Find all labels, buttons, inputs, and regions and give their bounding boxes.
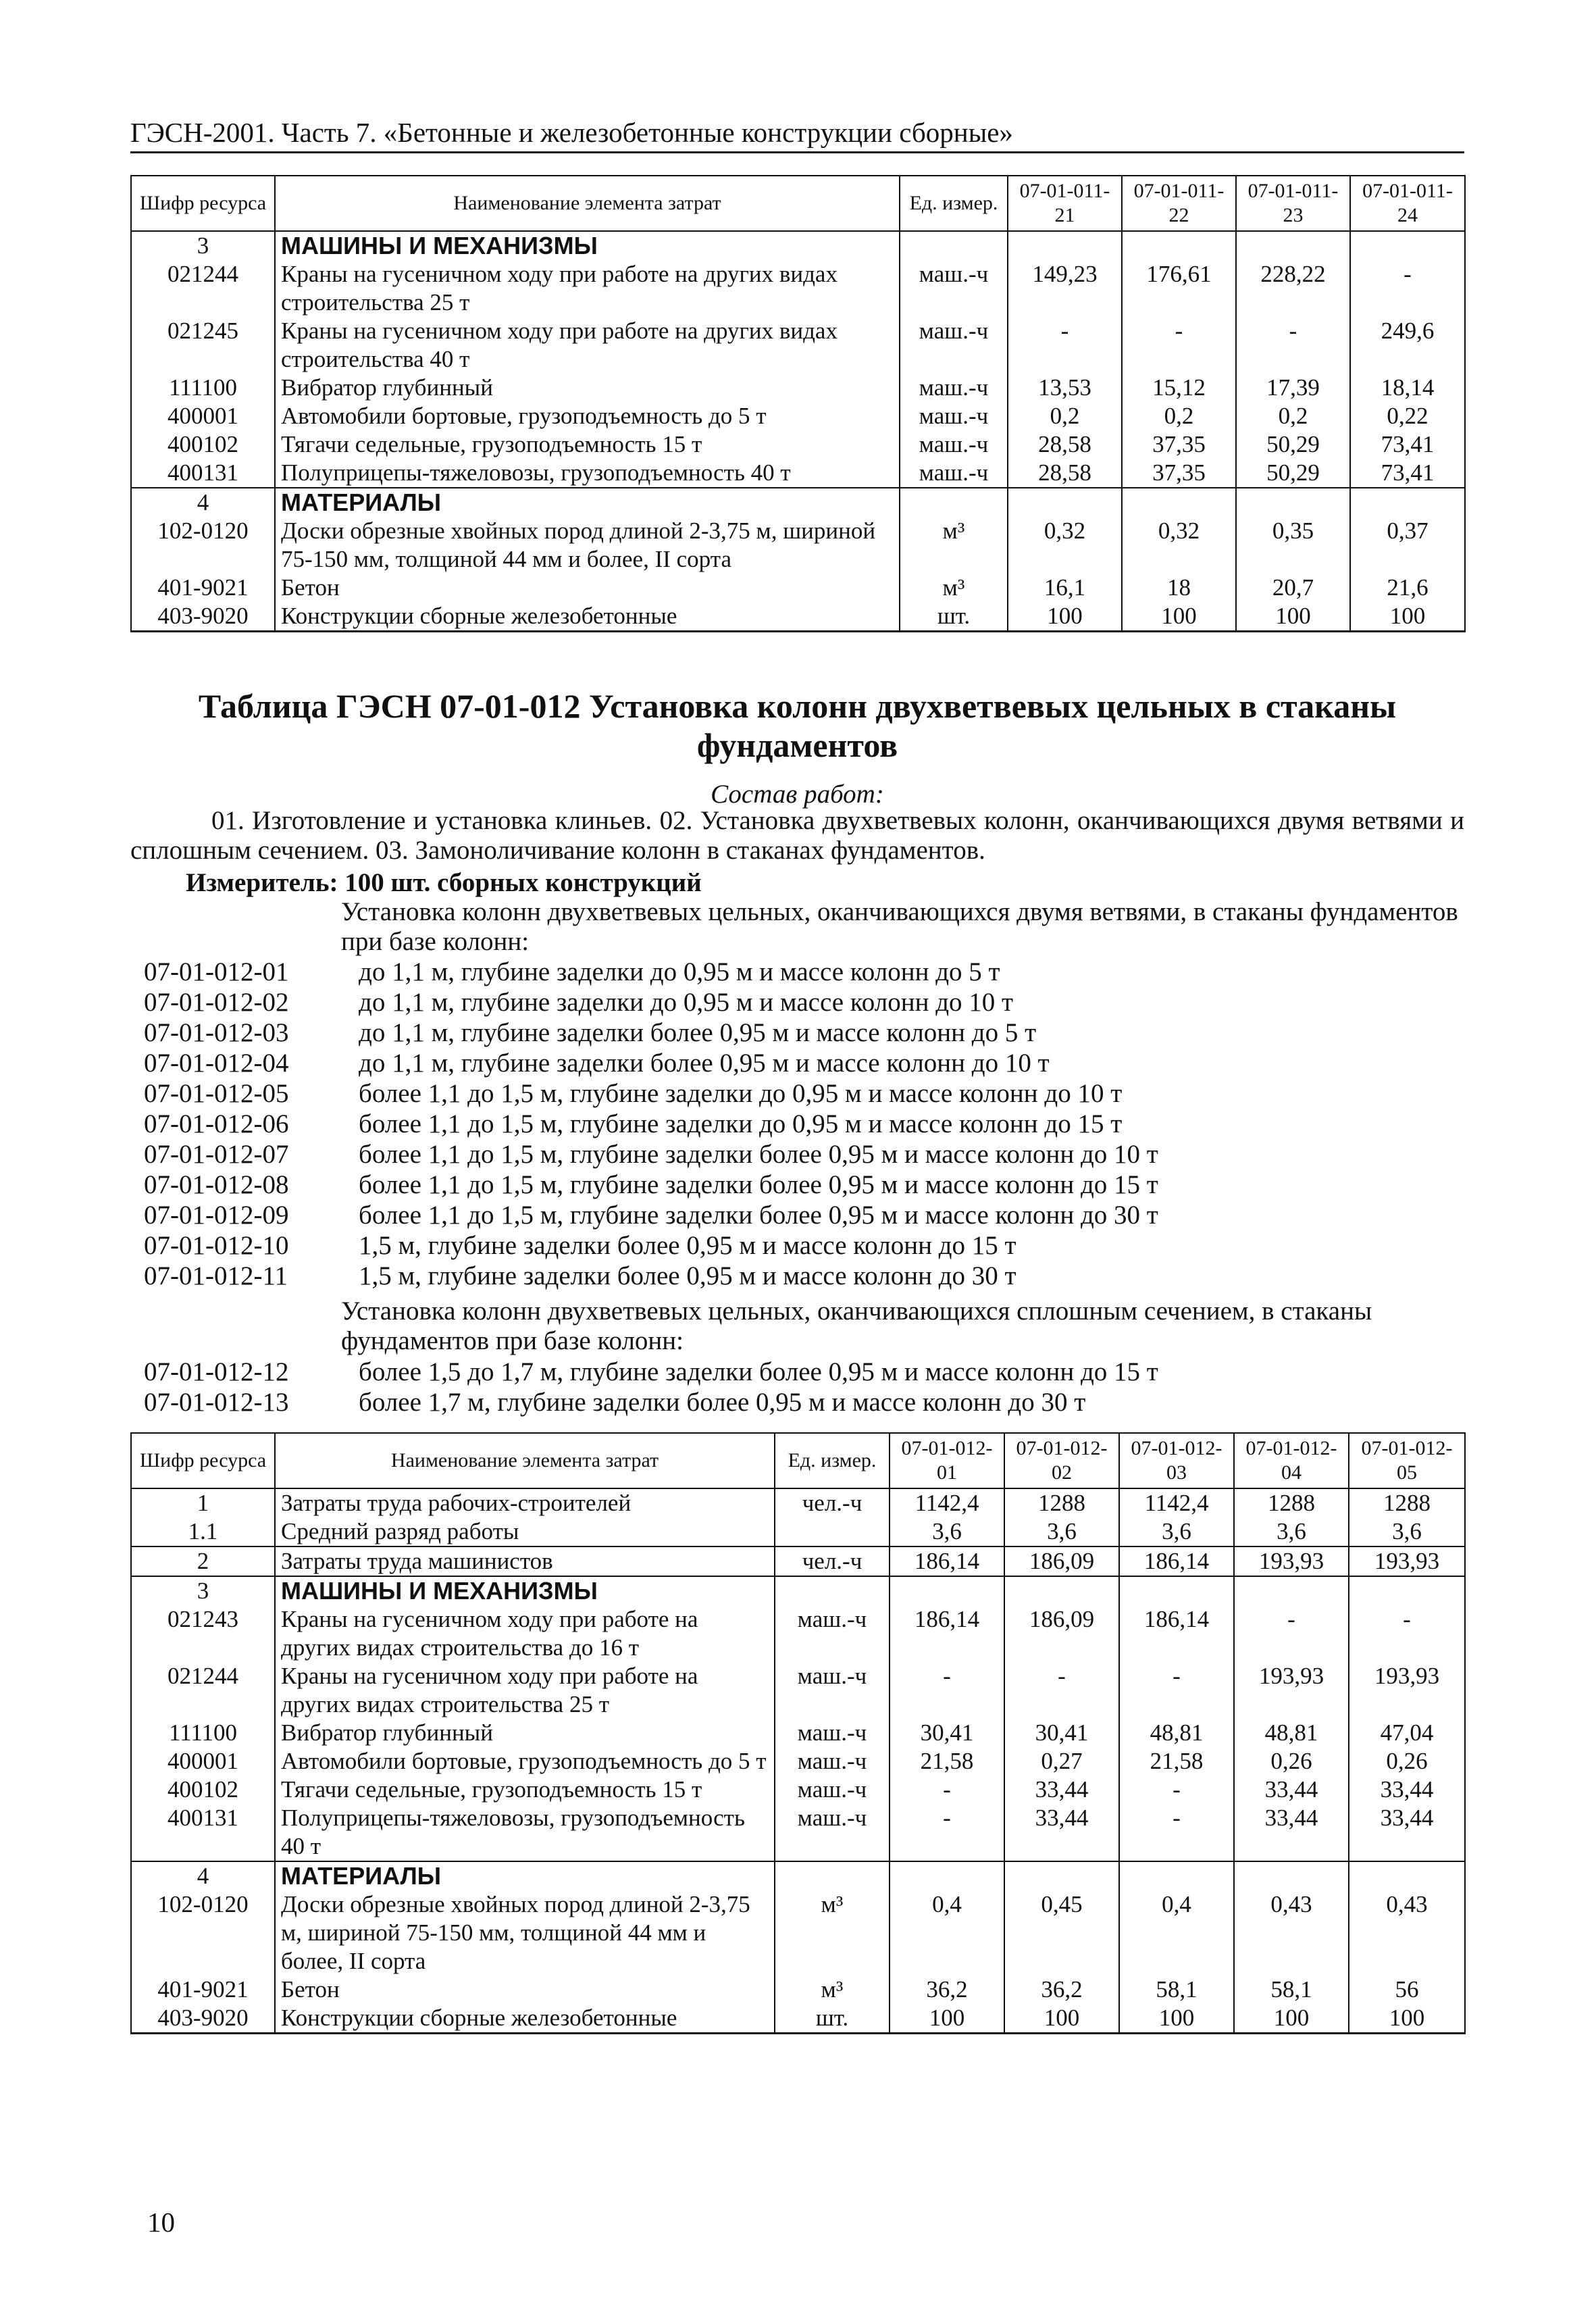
table-row [131,1488,1465,1517]
norm-list-item [144,1261,1468,1291]
col-header-code: Шифр ресурса [131,176,275,231]
resource-name-cell: Бетон [275,1976,775,2004]
norm-value-cell: 18,14 [1350,374,1465,402]
norm-value-cell: 1288 [1349,1488,1465,1517]
norm-value-cell: 100 [1004,2004,1119,2034]
norm-value-cell [1008,231,1122,260]
table-row [131,1576,1465,1605]
unit-cell: маш.-ч [900,430,1008,459]
norm-value-cell [1349,1576,1465,1605]
norm-value-cell: 3,6 [1234,1517,1349,1546]
resource-code-cell: 403-9020 [131,602,275,632]
work-composition-label: Состав работ: [711,780,884,809]
col-header-norm: 07-01-011-23 [1236,176,1350,231]
norm-code: 07-01-012-13 [144,1388,289,1417]
norm-description: более 1,1 до 1,5 м, глубине заделки более 0,95 м и массе колонн до 15 т [359,1170,1158,1199]
norm-value-cell [1119,1861,1234,1890]
norm-value-cell: 21,58 [1119,1747,1234,1776]
table-title-line: Таблица ГЭСН 07-01-012 Установка колонн двухветвевых цельных в стаканы [198,687,1397,725]
section-heading-cell: МАТЕРИАЛЫ [275,1861,775,1890]
norm-value-cell: 100 [1119,2004,1234,2034]
norm-value-cell: 0,26 [1349,1747,1465,1776]
norm-value-cell: 33,44 [1234,1776,1349,1804]
resource-code-cell: 400102 [131,1776,275,1804]
norm-value-cell [1119,1576,1234,1605]
norm-value-cell: 0,32 [1122,517,1236,574]
table-row [131,231,1465,260]
norm-value-cell: 3,6 [1349,1517,1465,1546]
norm-description: более 1,5 до 1,7 м, глубине заделки более 0,95 м и массе колонн до 15 т [359,1357,1158,1386]
norm-value-cell: 100 [1234,2004,1349,2034]
norm-code: 07-01-012-05 [144,1079,289,1108]
table-row [131,574,1465,602]
unit-cell [900,231,1008,260]
norm-value-cell: 37,35 [1122,459,1236,488]
norm-code: 07-01-012-08 [144,1170,289,1199]
norm-value-cell: 50,29 [1236,459,1350,488]
resource-name-cell: Вибратор глубинный [275,1719,775,1747]
resource-code-cell: 1.1 [131,1517,275,1546]
norm-value-cell: - [1004,1662,1119,1719]
norm-value-cell [890,1861,1004,1890]
norm-value-cell: 0,37 [1350,517,1465,574]
norm-value-cell: 0,32 [1008,517,1122,574]
resource-name-cell: Краны на гусеничном ходу при работе на других видах строительства 40 т [275,317,900,374]
norm-value-cell: 21,6 [1350,574,1465,602]
norm-code: 07-01-012-07 [144,1140,289,1169]
col-header-unit: Ед. измер. [775,1433,890,1488]
norm-value-cell: 100 [1008,602,1122,632]
norm-value-cell: - [890,1804,1004,1861]
norm-list-item [144,1169,1468,1200]
norm-code-list [144,1357,1468,1417]
table-header-row [131,1433,1465,1488]
table-row [131,1804,1465,1861]
resource-name-cell: Краны на гусеничном ходу при работе на других видах строительства до 16 т [275,1605,775,1662]
norm-code: 07-01-012-02 [144,988,289,1017]
resource-code-cell: 401-9021 [131,1976,275,2004]
page-number: 10 [147,2207,175,2238]
unit-cell: маш.-ч [775,1719,890,1747]
resource-name-cell: Конструкции сборные железобетонные [275,2004,775,2034]
norm-value-cell [1350,488,1465,517]
norm-list-item [144,987,1468,1017]
unit-cell: м³ [900,517,1008,574]
norm-description: более 1,1 до 1,5 м, глубине заделки более 0,95 м и массе колонн до 10 т [359,1140,1158,1169]
col-header-norm: 07-01-011-24 [1350,176,1465,231]
table-row [131,517,1465,574]
norm-value-cell: 33,44 [1349,1804,1465,1861]
norm-value-cell: 0,22 [1350,402,1465,430]
resource-name-cell: Полуприцепы-тяжеловозы, грузоподъемность 40 т [275,1804,775,1861]
norm-value-cell: - [890,1662,1004,1719]
norm-description: более 1,1 до 1,5 м, глубине заделки до 0,95 м и массе колонн до 10 т [359,1079,1123,1108]
norm-value-cell [1008,488,1122,517]
norm-list-item [144,1357,1468,1387]
resource-code-cell: 400102 [131,430,275,459]
norm-value-cell: 0,45 [1004,1890,1119,1976]
resource-name-cell: Тягачи седельные, грузоподъемность 15 т [275,1776,775,1804]
resource-name-cell: Полуприцепы-тяжеловозы, грузоподъемность 40 т [275,459,900,488]
norm-value-cell: 100 [1122,602,1236,632]
norm-value-cell: 50,29 [1236,430,1350,459]
unit-cell: маш.-ч [775,1804,890,1861]
resource-code-cell: 403-9020 [131,2004,275,2034]
norm-value-cell: 0,4 [1119,1890,1234,1976]
norm-value-cell [1350,231,1465,260]
norm-value-cell: 186,14 [1119,1605,1234,1662]
unit-cell: маш.-ч [775,1747,890,1776]
resource-code-cell: 400131 [131,1804,275,1861]
norm-value-cell: 0,43 [1349,1890,1465,1976]
norm-value-cell: - [1236,317,1350,374]
norm-description: более 1,1 до 1,5 м, глубине заделки до 0,95 м и массе колонн до 15 т [359,1109,1123,1138]
norm-list-item [144,1048,1468,1078]
table-row [131,317,1465,374]
table-row [131,430,1465,459]
table-title [130,686,1464,765]
norm-value-cell: 30,41 [1004,1719,1119,1747]
norm-value-cell: 100 [1236,602,1350,632]
norm-value-cell: 28,58 [1008,459,1122,488]
col-header-norm: 07-01-012-05 [1349,1433,1465,1488]
unit-cell: маш.-ч [900,402,1008,430]
unit-cell: маш.-ч [900,374,1008,402]
subsection-intro: Установка колонн двухветвевых цельных, оканчивающихся двумя ветвями, в стаканы фундаментов при базе колонн: [341,897,1458,956]
resource-code-cell: 111100 [131,374,275,402]
table-row [131,374,1465,402]
norm-value-cell [1004,1576,1119,1605]
unit-cell: маш.-ч [900,260,1008,317]
norm-value-cell: 28,58 [1008,430,1122,459]
table-header-row [131,176,1465,231]
resource-code-cell: 102-0120 [131,517,275,574]
norm-value-cell: - [1119,1776,1234,1804]
resource-code-cell: 401-9021 [131,574,275,602]
table-row [131,1861,1465,1890]
unit-cell: шт. [775,2004,890,2034]
resource-code-cell: 4 [131,488,275,517]
norm-value-cell: 193,93 [1349,1546,1465,1576]
col-header-norm: 07-01-012-01 [890,1433,1004,1488]
norm-value-cell: 186,14 [890,1605,1004,1662]
table-row [131,602,1465,632]
unit-cell: маш.-ч [775,1662,890,1719]
norm-description: до 1,1 м, глубине заделки более 0,95 м и массе колонн до 5 т [359,1018,1037,1047]
section-heading-cell: МАШИНЫ И МЕХАНИЗМЫ [275,1576,775,1605]
resource-name-cell: Бетон [275,574,900,602]
norm-value-cell: 36,2 [1004,1976,1119,2004]
norm-list-item [144,1017,1468,1048]
unit-cell: м³ [775,1890,890,1976]
norm-value-cell: 3,6 [1119,1517,1234,1546]
norm-value-cell: - [1008,317,1122,374]
unit-cell: маш.-ч [775,1605,890,1662]
resource-name-cell: Вибратор глубинный [275,374,900,402]
norm-value-cell: 47,04 [1349,1719,1465,1747]
norm-value-cell: 15,12 [1122,374,1236,402]
norm-value-cell: 176,61 [1122,260,1236,317]
norm-value-cell: 193,93 [1234,1546,1349,1576]
norm-value-cell: 1288 [1004,1488,1119,1517]
norm-value-cell: 33,44 [1234,1804,1349,1861]
norm-description: до 1,1 м, глубине заделки до 0,95 м и массе колонн до 5 т [359,957,1000,986]
resource-code-cell: 3 [131,1576,275,1605]
resource-code-cell: 021244 [131,260,275,317]
norm-value-cell: 1288 [1234,1488,1349,1517]
norm-value-cell: 33,44 [1004,1776,1119,1804]
resource-code-cell: 400001 [131,1747,275,1776]
section-heading-cell: МАШИНЫ И МЕХАНИЗМЫ [275,231,900,260]
table-row [131,260,1465,317]
unit-cell: шт. [900,602,1008,632]
resource-name-cell: Автомобили бортовые, грузоподъемность до 5 т [275,402,900,430]
section-heading-cell: МАТЕРИАЛЫ [275,488,900,517]
measurement-unit: Измеритель: 100 шт. сборных конструкций [186,868,702,897]
unit-cell: маш.-ч [900,317,1008,374]
table-row [131,1719,1465,1747]
norm-value-cell: 249,6 [1350,317,1465,374]
resource-table-012 [130,1432,1466,2034]
norm-value-cell: - [1349,1605,1465,1662]
norm-value-cell: 100 [1349,2004,1465,2034]
norm-value-cell: 13,53 [1008,374,1122,402]
resource-name-cell: Краны на гусеничном ходу при работе на других видах строительства 25 т [275,1662,775,1719]
norm-value-cell: - [1122,317,1236,374]
resource-name-cell: Доски обрезные хвойных пород длиной 2-3,75 м, шириной 75-150 мм, толщиной 44 мм и более, II сорта [275,1890,775,1976]
norm-list-item [144,1200,1468,1230]
col-header-norm: 07-01-012-04 [1234,1433,1349,1488]
norm-value-cell: 0,4 [890,1890,1004,1976]
norm-value-cell: - [1234,1605,1349,1662]
norm-description: 1,5 м, глубине заделки более 0,95 м и массе колонн до 30 т [359,1261,1016,1290]
col-header-norm: 07-01-012-03 [1119,1433,1234,1488]
resource-code-cell: 1 [131,1488,275,1517]
norm-value-cell: 18 [1122,574,1236,602]
resource-code-cell: 111100 [131,1719,275,1747]
table-body [131,1488,1465,2034]
norm-code: 07-01-012-04 [144,1049,289,1078]
norm-value-cell [890,1576,1004,1605]
norm-value-cell: 186,14 [890,1546,1004,1576]
norm-value-cell: 0,26 [1234,1747,1349,1776]
norm-value-cell: 48,81 [1119,1719,1234,1747]
norm-value-cell: 58,1 [1234,1976,1349,2004]
norm-value-cell: 228,22 [1236,260,1350,317]
resource-name-cell: Затраты труда рабочих-строителей [275,1488,775,1517]
norm-value-cell: - [1350,260,1465,317]
norm-value-cell: 0,2 [1122,402,1236,430]
norm-value-cell [1122,231,1236,260]
norm-value-cell: - [1119,1662,1234,1719]
resource-code-cell: 021245 [131,317,275,374]
norm-value-cell: 17,39 [1236,374,1350,402]
norm-value-cell: 73,41 [1350,430,1465,459]
resource-code-cell: 3 [131,231,275,260]
norm-value-cell: 48,81 [1234,1719,1349,1747]
resource-table-011 [130,175,1466,632]
subsection-intro: Установка колонн двухветвевых цельных, оканчивающихся сплошным сечением, в стаканы фундаментов при базе колонн: [341,1297,1372,1355]
col-header-unit: Ед. измер. [900,176,1008,231]
unit-cell [900,488,1008,517]
table-row [131,1976,1465,2004]
resource-code-cell: 021243 [131,1605,275,1662]
resource-name-cell: Автомобили бортовые, грузоподъемность до 5 т [275,1747,775,1776]
resource-code-cell: 400001 [131,402,275,430]
table-row [131,1890,1465,1976]
unit-cell: чел.-ч [775,1546,890,1576]
resource-code-cell: 4 [131,1861,275,1890]
table-row [131,1662,1465,1719]
norm-value-cell: 0,2 [1236,402,1350,430]
norm-value-cell: 37,35 [1122,430,1236,459]
resource-name-cell: Краны на гусеничном ходу при работе на других видах строительства 25 т [275,260,900,317]
norm-value-cell: 1142,4 [890,1488,1004,1517]
table-row [131,1776,1465,1804]
norm-value-cell: 56 [1349,1976,1465,2004]
table-title-line: фундаментов [696,726,898,764]
resource-name-cell: Доски обрезные хвойных пород длиной 2-3,75 м, шириной 75-150 мм, толщиной 44 мм и более, II сорта [275,517,900,574]
norm-value-cell: 186,09 [1004,1546,1119,1576]
table-row [131,2004,1465,2034]
unit-cell [775,1861,890,1890]
resource-name-cell: Средний разряд работы [275,1517,775,1546]
norm-code: 07-01-012-01 [144,957,289,986]
norm-code: 07-01-012-12 [144,1357,289,1386]
table-row [131,402,1465,430]
unit-cell: маш.-ч [900,459,1008,488]
norm-value-cell: 33,44 [1349,1776,1465,1804]
work-composition-text: 01. Изготовление и установка клиньев. 02. Установка двухветвевых колонн, оканчивающихся двумя ветвями и сплошным сечением. 03. Замоноличивание колонн в стаканах фундаментов. [130,806,1464,865]
norm-value-cell: 36,2 [890,1976,1004,2004]
norm-description: до 1,1 м, глубине заделки до 0,95 м и массе колонн до 10 т [359,988,1014,1017]
norm-value-cell: - [1119,1804,1234,1861]
col-header-name: Наименование элемента затрат [275,1433,775,1488]
norm-value-cell: - [890,1776,1004,1804]
resource-name-cell: Конструкции сборные железобетонные [275,602,900,632]
norm-code: 07-01-012-10 [144,1231,289,1260]
norm-value-cell: 1142,4 [1119,1488,1234,1517]
norm-value-cell: 30,41 [890,1719,1004,1747]
table-row [131,459,1465,488]
unit-cell: маш.-ч [775,1776,890,1804]
norm-list-item [144,1139,1468,1169]
unit-cell [775,1576,890,1605]
norm-value-cell [1236,488,1350,517]
norm-value-cell: 193,93 [1349,1662,1465,1719]
table-row [131,1747,1465,1776]
col-header-norm: 07-01-012-02 [1004,1433,1119,1488]
running-header: ГЭСН-2001. Часть 7. «Бетонные и железобетонные конструкции сборные» [130,115,1464,153]
norm-value-cell [1004,1861,1119,1890]
norm-value-cell: 20,7 [1236,574,1350,602]
norm-value-cell [1234,1576,1349,1605]
norm-list-item [144,1387,1468,1417]
norm-code: 07-01-012-09 [144,1201,289,1230]
norm-list-item [144,1078,1468,1109]
col-header-name: Наименование элемента затрат [275,176,900,231]
unit-cell: м³ [900,574,1008,602]
norm-code-list [144,957,1468,1291]
resource-code-cell: 400131 [131,459,275,488]
norm-value-cell: 73,41 [1350,459,1465,488]
table-row [131,1546,1465,1576]
norm-value-cell: 0,43 [1234,1890,1349,1976]
norm-description: до 1,1 м, глубине заделки более 0,95 м и массе колонн до 10 т [359,1049,1050,1078]
norm-value-cell: 3,6 [1004,1517,1119,1546]
norm-value-cell: 0,35 [1236,517,1350,574]
norm-value-cell: 186,09 [1004,1605,1119,1662]
norm-value-cell [1236,231,1350,260]
norm-list-item [144,1230,1468,1261]
table-row [131,1517,1465,1546]
norm-value-cell: 16,1 [1008,574,1122,602]
table-body [131,231,1465,632]
norm-value-cell: 149,23 [1008,260,1122,317]
unit-cell [775,1517,890,1546]
resource-code-cell: 021244 [131,1662,275,1719]
norm-description: более 1,1 до 1,5 м, глубине заделки более 0,95 м и массе колонн до 30 т [359,1201,1158,1230]
norm-value-cell: 0,27 [1004,1747,1119,1776]
norm-list-item [144,1109,1468,1139]
col-header-norm: 07-01-011-21 [1008,176,1122,231]
col-header-code: Шифр ресурса [131,1433,275,1488]
norm-code: 07-01-012-11 [144,1261,288,1290]
norm-value-cell: 186,14 [1119,1546,1234,1576]
norm-list-item [144,957,1468,987]
norm-value-cell: 100 [890,2004,1004,2034]
unit-cell: чел.-ч [775,1488,890,1517]
norm-value-cell: 21,58 [890,1747,1004,1776]
norm-value-cell [1122,488,1236,517]
norm-value-cell: 193,93 [1234,1662,1349,1719]
resource-code-cell: 102-0120 [131,1890,275,1976]
norm-description: 1,5 м, глубине заделки более 0,95 м и массе колонн до 15 т [359,1231,1016,1260]
norm-value-cell: 58,1 [1119,1976,1234,2004]
norm-value-cell [1234,1861,1349,1890]
norm-value-cell: 3,6 [890,1517,1004,1546]
resource-name-cell: Тягачи седельные, грузоподъемность 15 т [275,430,900,459]
norm-value-cell: 0,2 [1008,402,1122,430]
norm-code: 07-01-012-03 [144,1018,289,1047]
table-row [131,488,1465,517]
norm-code: 07-01-012-06 [144,1109,289,1138]
norm-description: более 1,7 м, глубине заделки более 0,95 м и массе колонн до 30 т [359,1388,1086,1417]
norm-value-cell [1349,1861,1465,1890]
unit-cell: м³ [775,1976,890,2004]
col-header-norm: 07-01-011-22 [1122,176,1236,231]
resource-code-cell: 2 [131,1546,275,1576]
norm-value-cell: 100 [1350,602,1465,632]
norm-value-cell: 33,44 [1004,1804,1119,1861]
resource-name-cell: Затраты труда машинистов [275,1546,775,1576]
table-row [131,1605,1465,1662]
